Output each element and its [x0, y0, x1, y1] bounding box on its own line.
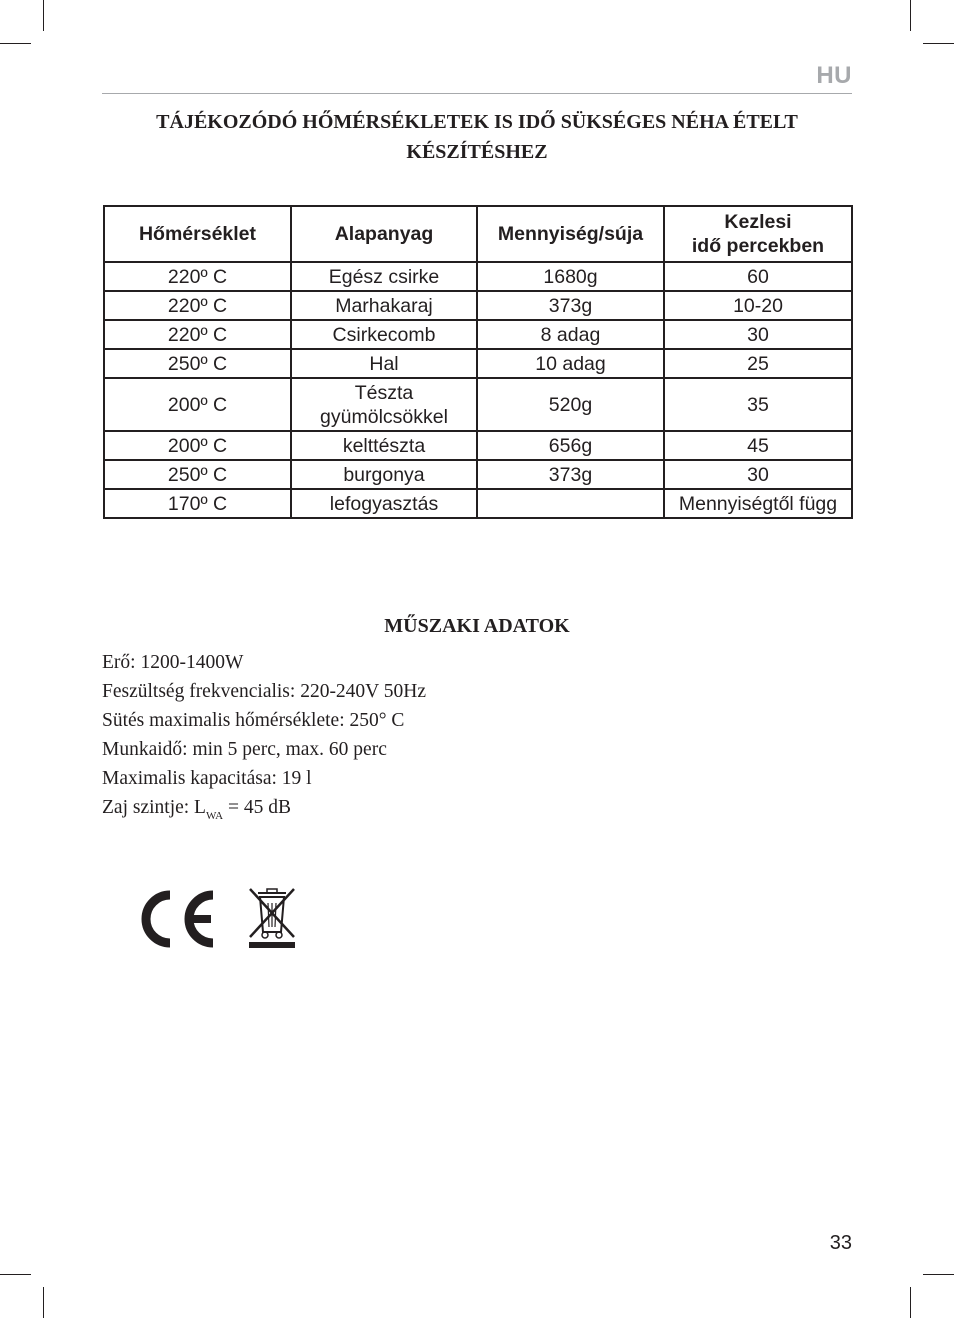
table-cell: 220º C: [104, 262, 291, 291]
column-header: Mennyiség/súja: [477, 206, 664, 262]
table-cell: 250º C: [104, 460, 291, 489]
table-row: [104, 262, 852, 291]
table-row: [104, 349, 852, 378]
header-rule: [102, 93, 852, 94]
column-header: [664, 206, 852, 262]
table-cell: [291, 378, 477, 431]
table-cell: 35: [664, 378, 852, 431]
table-cell: kelttészta: [291, 431, 477, 460]
crop-mark: [0, 1274, 31, 1275]
table-cell: 220º C: [104, 291, 291, 320]
table-row: [104, 460, 852, 489]
table-cell: 8 adag: [477, 320, 664, 349]
table-cell: 10-20: [664, 291, 852, 320]
table-cell: 170º C: [104, 489, 291, 518]
table-cell: 656g: [477, 431, 664, 460]
table-cell: 60: [664, 262, 852, 291]
crop-mark: [43, 0, 44, 31]
table-cell: 520g: [477, 378, 664, 431]
table-cell-line: gyümölcsökkel: [320, 405, 448, 428]
language-code: HU: [816, 62, 852, 89]
table-cell: Csirkecomb: [291, 320, 477, 349]
crop-mark: [910, 0, 911, 31]
table-cell: 220º C: [104, 320, 291, 349]
table-cell: burgonya: [291, 460, 477, 489]
spec-line: Munkaidő: min 5 perc, max. 60 perc: [102, 739, 387, 760]
table-row: [104, 378, 852, 431]
page-number: 33: [829, 1232, 852, 1254]
table-cell: lefogyasztás: [291, 489, 477, 518]
table-cell: 25: [664, 349, 852, 378]
crop-mark: [43, 1287, 44, 1318]
noise-suffix: = 45 dB: [223, 797, 291, 818]
column-header: Alapanyag: [291, 206, 477, 262]
specs-list: [102, 648, 426, 822]
spec-line: Feszültség frekvencialis: 220-240V 50Hz: [102, 681, 427, 702]
table-row: [104, 431, 852, 460]
crossed-bin-icon: [246, 887, 298, 949]
table-cell: 1680g: [477, 262, 664, 291]
column-header-line: idő percekben: [691, 235, 825, 257]
table-cell-line: Tészta: [354, 381, 414, 404]
table-cell: 250º C: [104, 349, 291, 378]
table-cell: Marhakaraj: [291, 291, 477, 320]
table-row: [104, 320, 852, 349]
noise-subscript: WA: [205, 810, 224, 822]
spec-line-noise: [102, 793, 426, 822]
table-cell: Egész csirke: [291, 262, 477, 291]
table-cell: 200º C: [104, 378, 291, 431]
table-cell: [477, 489, 664, 518]
crop-mark: [0, 43, 31, 44]
table-header-row: [104, 206, 852, 262]
table-cell: 200º C: [104, 431, 291, 460]
crop-mark: [923, 43, 954, 44]
spec-line: Erő: 1200-1400W: [102, 652, 244, 673]
table-cell: 30: [664, 460, 852, 489]
ce-mark-icon: [134, 888, 218, 950]
table-cell: 10 adag: [477, 349, 664, 378]
table-cell: Hal: [291, 349, 477, 378]
table-cell: Mennyiségtől függ: [664, 489, 852, 518]
table-cell: 373g: [477, 460, 664, 489]
page-title: [102, 107, 852, 167]
cooking-table: [103, 205, 853, 519]
crop-mark: [923, 1274, 954, 1275]
column-header-line: Kezlesi: [724, 211, 792, 233]
page-title-line: TÁJÉKOZÓDÓ HŐMÉRSÉKLETEK IS IDŐ SÜKSÉGES NÉHA ÉTELT: [156, 111, 798, 133]
spec-line: Maximalis kapacitása: 19 l: [102, 768, 312, 789]
table-row: [104, 291, 852, 320]
table-cell: 45: [664, 431, 852, 460]
column-header: Hőmérséklet: [104, 206, 291, 262]
specs-title: MŰSZAKI ADATOK: [384, 615, 570, 637]
noise-prefix: Zaj szintje: L: [102, 797, 206, 818]
crop-mark: [910, 1287, 911, 1318]
table-cell: 30: [664, 320, 852, 349]
table-row: [104, 489, 852, 518]
page-title-line: KÉSZÍTÉSHEZ: [406, 141, 548, 163]
spec-line: Sütés maximalis hőmérséklete: 250° C: [102, 710, 405, 731]
table-cell: 373g: [477, 291, 664, 320]
